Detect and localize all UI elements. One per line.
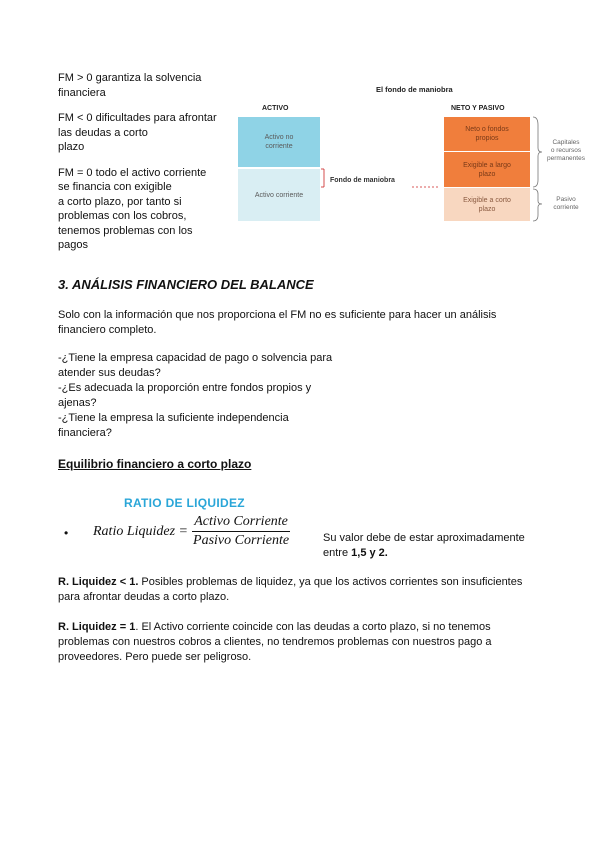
- question-line: financiera?: [58, 427, 112, 439]
- ratio-title: RATIO DE LIQUIDEZ: [124, 496, 245, 510]
- fm-zero-line: pagos: [58, 239, 88, 251]
- capitales-label: Capitales: [552, 139, 580, 146]
- neto-box: [444, 117, 530, 151]
- fondo-de-maniobra-diagram: [236, 80, 598, 236]
- value-note-text: entre: [323, 547, 352, 559]
- question-line: -¿Tiene la empresa la suficiente independencia: [58, 412, 289, 424]
- question-line: ajenas?: [58, 397, 97, 409]
- value-note-line: Su valor debe de estar aproximadamente: [323, 532, 525, 544]
- activo-corriente-label: Activo corriente: [254, 192, 304, 199]
- capitales-brace: [533, 117, 542, 187]
- formula-denominator: Pasivo Corriente: [193, 533, 290, 548]
- exigible-corto-label: plazo: [478, 206, 496, 213]
- formula-numerator: Activo Corriente: [192, 514, 290, 532]
- capitales-label: o recursos: [550, 147, 582, 154]
- pasivo-corriente-brace: [533, 189, 542, 221]
- exigible-corto-box: [444, 188, 530, 221]
- liquidez-eq1: [58, 620, 558, 665]
- fm-negative-line: las deudas a corto: [58, 126, 148, 139]
- liquidez-lt1-text: Posibles problemas de liquidez, ya que los activos corrientes son insuficientes: [138, 576, 523, 588]
- exigible-largo-label: Exigible a largo: [463, 162, 511, 169]
- fm-zero-line: problemas con los cobros,: [58, 210, 187, 222]
- questions-list: [58, 351, 538, 441]
- pasivo-corriente-label: Pasivo: [556, 196, 576, 203]
- liquidez-lt1-line: [58, 575, 558, 590]
- fm-positive-line: FM > 0 garantiza la solvencia: [58, 72, 202, 84]
- fm-zero-line: tenemos problemas con los: [58, 224, 193, 237]
- intro-line: financiero completo.: [58, 324, 157, 336]
- capitales-label: permanentes: [547, 155, 585, 162]
- value-range: 1,5 y 2.: [351, 547, 388, 559]
- fm-notes: [58, 71, 238, 253]
- diagram-title: El fondo de maniobra: [376, 85, 453, 94]
- liquidez-eq1-text: . El Activo corriente coincide con las deudas a corto plazo, si no tenemos: [135, 621, 491, 633]
- fm-zero-line: FM = 0 todo el activo corriente: [58, 166, 207, 179]
- fm-zero-line: a corto plazo, por tanto si: [58, 195, 182, 208]
- intro-line: Solo con la información que nos proporciona el FM no es suficiente para hacer un análisis: [58, 309, 497, 321]
- fm-negative-line: FM < 0 dificultades para afrontar: [58, 112, 217, 124]
- fm-negative-line: plazo: [58, 141, 85, 153]
- ratio-formula: [93, 514, 291, 549]
- liquidez-eq1-line: [58, 620, 558, 635]
- fm-label: Fondo de maniobra: [330, 177, 395, 184]
- bullet: •: [64, 526, 69, 540]
- fm-zero-line: se financia con exigible: [58, 181, 172, 193]
- activo-no-corriente-box: [238, 117, 320, 167]
- neto-label: propios: [475, 135, 499, 142]
- subsection-title: Equilibrio financiero a corto plazo: [58, 457, 252, 471]
- liquidez-lt1-label: R. Liquidez < 1.: [58, 576, 139, 588]
- exigible-largo-label: plazo: [478, 171, 496, 178]
- fm-positive-line: financiera: [58, 86, 106, 99]
- value-note-line: [323, 546, 553, 561]
- formula-lhs: Ratio Liquidez =: [93, 523, 189, 539]
- question-line: -¿Tiene la empresa capacidad de pago o solvencia para: [58, 352, 333, 364]
- exigible-corto-label: Exigible a corto: [463, 197, 511, 204]
- liquidez-lt1-line: para afrontar deudas a corto plazo.: [58, 591, 230, 603]
- formula-fraction: [191, 514, 291, 549]
- liquidez-eq1-line: proveedores. Pero puede ser peligroso.: [58, 651, 252, 663]
- activo-no-corriente-label: corriente: [265, 143, 293, 150]
- question-line: atender sus deudas?: [58, 367, 161, 379]
- neto-label: Neto o fondos: [465, 126, 509, 133]
- activo-header: ACTIVO: [262, 105, 289, 112]
- liquidez-eq1-line: problemas con nuestros cobros a clientes, no tendremos problemas con nuestros pago a: [58, 636, 492, 648]
- liquidez-lt1: [58, 575, 558, 605]
- section-intro: [58, 308, 538, 338]
- exigible-largo-box: [444, 152, 530, 187]
- pasivo-corriente-label: corriente: [553, 204, 579, 211]
- question-line: -¿Es adecuada la proporción entre fondos propios y: [58, 382, 312, 394]
- activo-no-corriente-label: Activo no: [264, 134, 294, 141]
- neto-pasivo-header: NETO Y PASIVO: [451, 105, 505, 112]
- section-title: 3. ANÁLISIS FINANCIERO DEL BALANCE: [58, 277, 314, 292]
- value-note: [323, 531, 553, 561]
- liquidez-eq1-label: R. Liquidez = 1: [58, 621, 136, 633]
